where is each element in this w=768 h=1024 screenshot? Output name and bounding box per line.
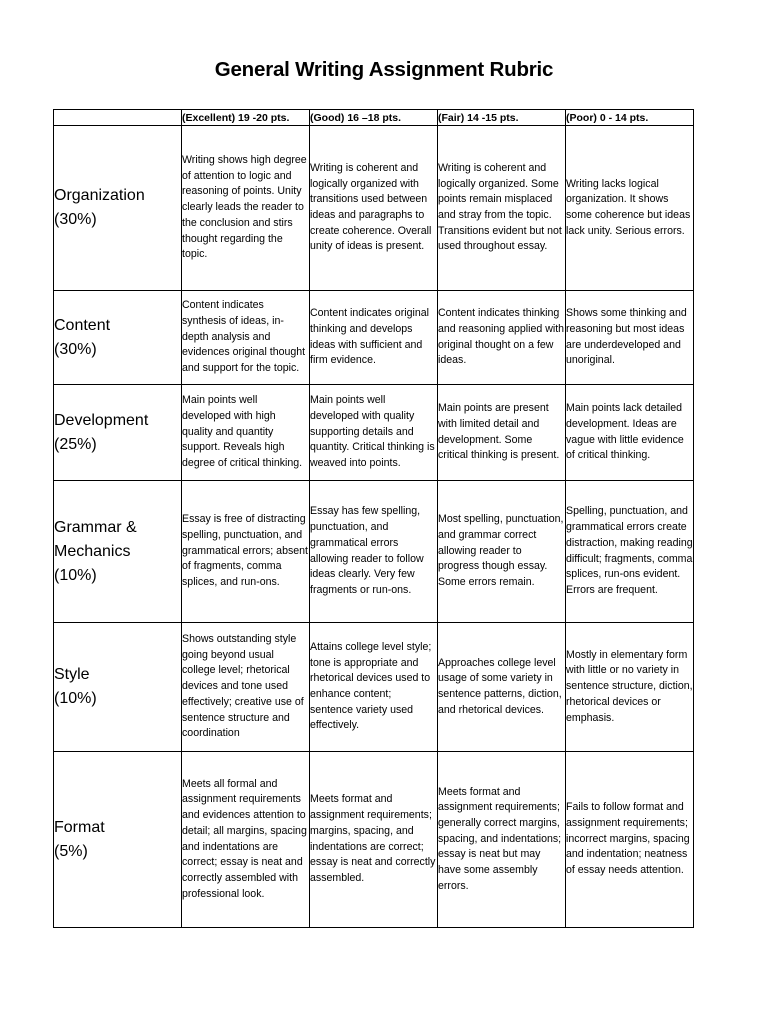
category-cell — [54, 481, 182, 623]
page-title: General Writing Assignment Rubric — [214, 58, 554, 81]
table-row-organization — [54, 126, 694, 291]
criteria-cell-fair: Main points are present with limited detail and development. Some critical thinking is present. — [438, 385, 566, 481]
category-name-line-1: Grammar & — [54, 518, 137, 536]
category-name-line-2: Mechanics — [54, 542, 131, 560]
criteria-cell-poor: Mostly in elementary form with little or no variety in sentence structure, diction, rhetorical devices or emphasis. — [566, 623, 694, 752]
category-weight: (10%) — [54, 566, 97, 584]
table-row-style — [54, 623, 694, 752]
header-row — [54, 110, 694, 126]
category-weight: (30%) — [54, 340, 97, 358]
criteria-cell-excellent: Main points well developed with high quality and quantity support. Reveals high degree of critical thinking. — [182, 385, 310, 481]
criteria-cell-excellent: Meets all formal and assignment requirements and evidences attention to detail; all margins, spacing and indentations are correct; essay is neat and correctly assembled with professional look. — [182, 752, 310, 928]
criteria-cell-good: Main points well developed with quality supporting details and quantity. Critical thinking is weaved into points. — [310, 385, 438, 481]
criteria-cell-poor: Shows some thinking and reasoning but most ideas are underdeveloped and unoriginal. — [566, 291, 694, 385]
table-row-format — [54, 752, 694, 928]
category-cell — [54, 126, 182, 291]
criteria-cell-fair: Meets format and assignment requirements; generally correct margins, spacing, and indentations; essay is neat but may have some assembly errors. — [438, 752, 566, 928]
criteria-cell-poor: Writing lacks logical organization. It shows some coherence but ideas lack unity. Serious errors. — [566, 126, 694, 291]
criteria-cell-excellent: Essay is free of distracting spelling, punctuation, and grammatical errors; absent of fragments, comma splices, and run-ons. — [182, 481, 310, 623]
category-name: Style — [54, 666, 90, 683]
category-weight: (10%) — [54, 690, 97, 707]
criteria-cell-good: Meets format and assignment requirements; margins, spacing, and indentations are correct; essay is neat and correctly assembled. — [310, 752, 438, 928]
criteria-cell-fair: Most spelling, punctuation, and grammar correct allowing reader to progress though essay. Some errors remain. — [438, 481, 566, 623]
category-name: Organization — [54, 187, 145, 204]
criteria-cell-excellent: Shows outstanding style going beyond usual college level; rhetorical devices and tone used effectively; creative use of sentence structure and coordination — [182, 623, 310, 752]
criteria-cell-fair: Approaches college level usage of some variety in sentence patterns, diction, and rhetorical devices. — [438, 623, 566, 752]
criteria-cell-good: Writing is coherent and logically organized with transitions used between ideas and paragraphs to create coherence. Overall unity of ideas is present. — [310, 126, 438, 291]
criteria-cell-poor: Spelling, punctuation, and grammatical errors create distraction, making reading difficult; fragments, comma splices, run-ons evident. Errors are frequent. — [566, 481, 694, 623]
category-cell — [54, 752, 182, 928]
level-header-excellent: (Excellent) 19 -20 pts. — [182, 110, 310, 126]
category-cell — [54, 623, 182, 752]
corner-cell — [54, 110, 182, 126]
criteria-cell-excellent: Writing shows high degree of attention to logic and reasoning of points. Unity clearly leads the reader to the conclusion and stirs thought regarding the topic. — [182, 126, 310, 291]
table-row-development — [54, 385, 694, 481]
rubric-table — [53, 109, 694, 928]
criteria-cell-excellent: Content indicates synthesis of ideas, in-depth analysis and evidences original thought and support for the topic. — [182, 291, 310, 385]
table-row-content — [54, 291, 694, 385]
criteria-cell-poor: Main points lack detailed development. Ideas are vague with little evidence of critical thinking. — [566, 385, 694, 481]
level-header-good: (Good) 16 –18 pts. — [310, 110, 438, 126]
category-weight: (5%) — [54, 842, 88, 860]
level-header-poor: (Poor) 0 - 14 pts. — [566, 110, 694, 126]
criteria-cell-fair: Content indicates thinking and reasoning applied with original thought on a few ideas. — [438, 291, 566, 385]
category-cell — [54, 385, 182, 481]
criteria-cell-good: Content indicates original thinking and develops ideas with sufficient and firm evidence. — [310, 291, 438, 385]
table-row-grammar-mechanics — [54, 481, 694, 623]
level-header-fair: (Fair) 14 -15 pts. — [438, 110, 566, 126]
category-name: Format — [54, 818, 105, 836]
category-weight: (25%) — [54, 435, 97, 453]
criteria-cell-fair: Writing is coherent and logically organized. Some points remain misplaced and stray from the topic. Transitions evident but not used throughout essay. — [438, 126, 566, 291]
category-name: Content — [54, 316, 111, 334]
criteria-cell-good: Attains college level style; tone is appropriate and rhetorical devices used to enhance content; sentence variety used effectively. — [310, 623, 438, 752]
criteria-cell-good: Essay has few spelling, punctuation, and grammatical errors allowing reader to follow ideas clearly. Very few fragments or run-ons. — [310, 481, 438, 623]
category-cell — [54, 291, 182, 385]
category-weight: (30%) — [54, 211, 97, 228]
category-name: Development — [54, 411, 149, 429]
criteria-cell-poor: Fails to follow format and assignment requirements; incorrect margins, spacing and indentation; neatness of essay needs attention. — [566, 752, 694, 928]
